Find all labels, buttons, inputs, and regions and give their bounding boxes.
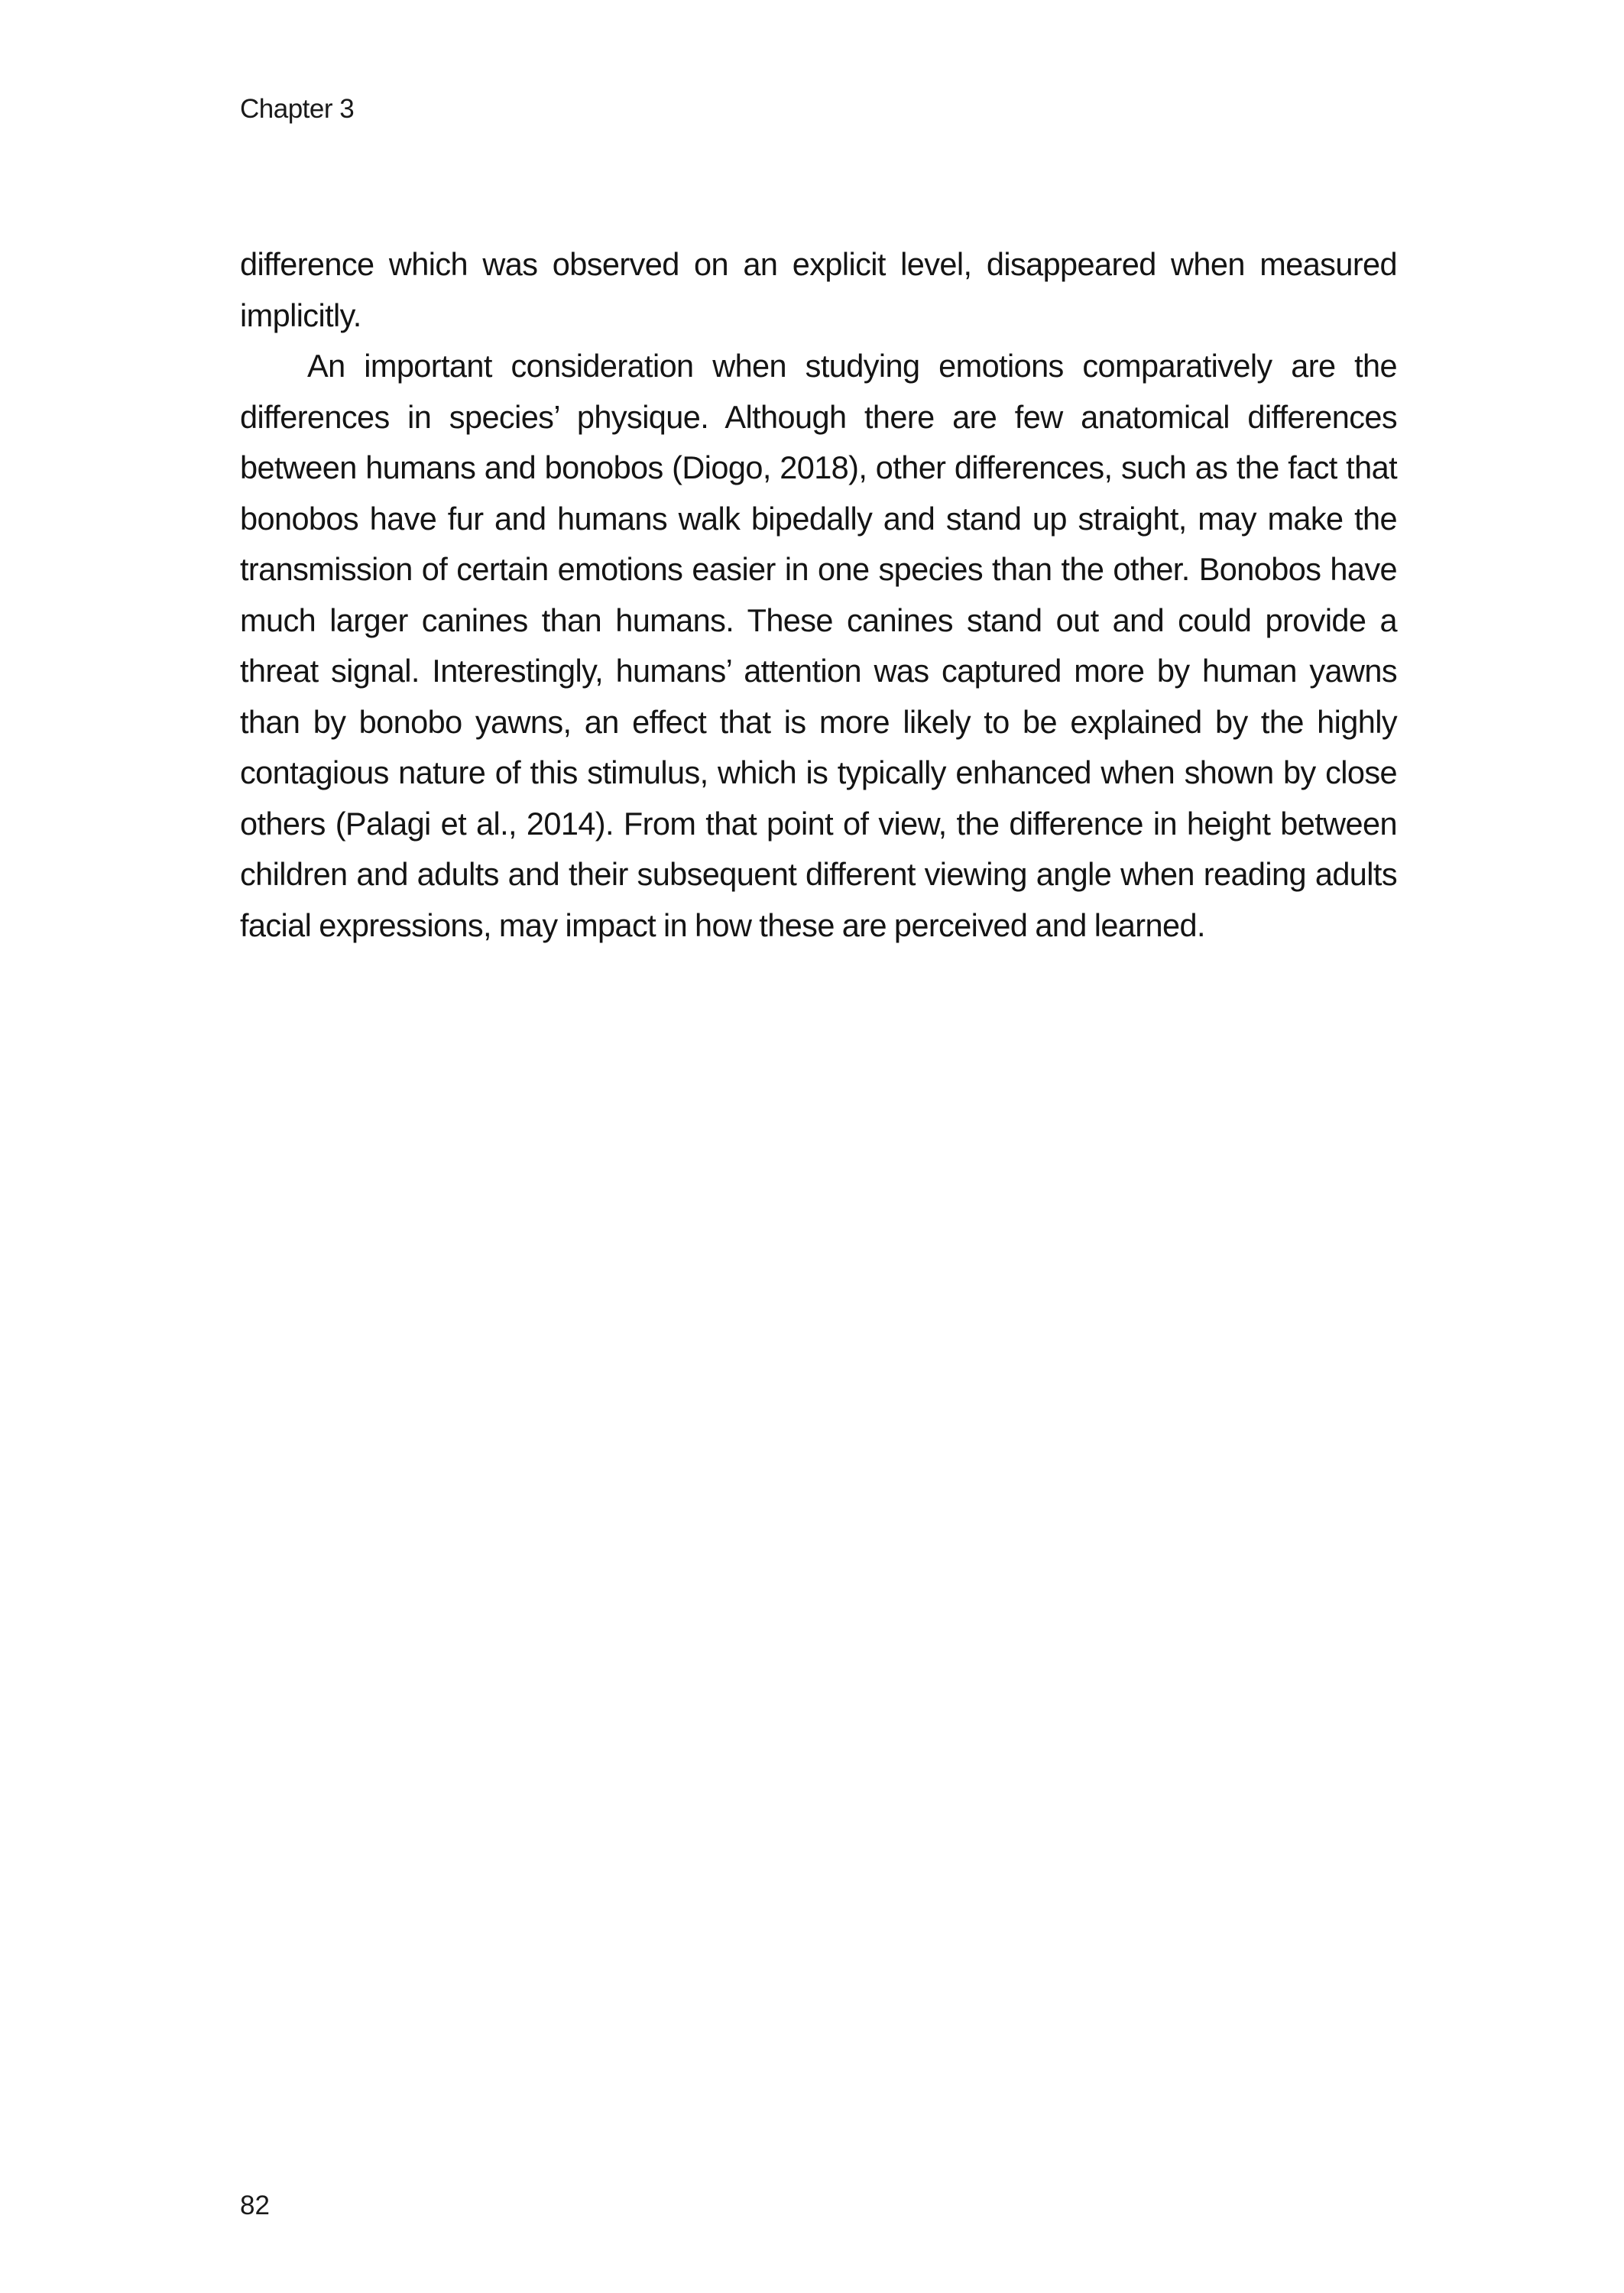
body-text <box>240 239 1397 951</box>
paragraph-continuation: difference which was observed on an explicit level, disappeared when measured implicitly. <box>240 246 1397 333</box>
page-number: 82 <box>240 2191 270 2220</box>
paragraph-species-physique: An important consideration when studying emotions comparatively are the differences in species’ physique. Although there are few anatomical differences between humans and bonobos (Diogo, 2018), other differences, such as the fact that bonobos have fur and humans walk bipedally and stand up straight, may make the transmission of certain emotions easier in one species than the other. Bonobos have much larger canines than humans. These canines stand out and could provide a threat signal. Interestingly, humans’ attention was captured more by human yawns than by bonobo yawns, an effect that is more likely to be explained by the highly contagious nature of this stimulus, which is typically enhanced when shown by close others (Palagi et al., 2014). From that point of view, the difference in height between children and adults and their subsequent different viewing angle when reading adults facial expressions, may impact in how these are perceived and learned. <box>240 348 1397 943</box>
running-header: Chapter 3 <box>240 94 355 124</box>
